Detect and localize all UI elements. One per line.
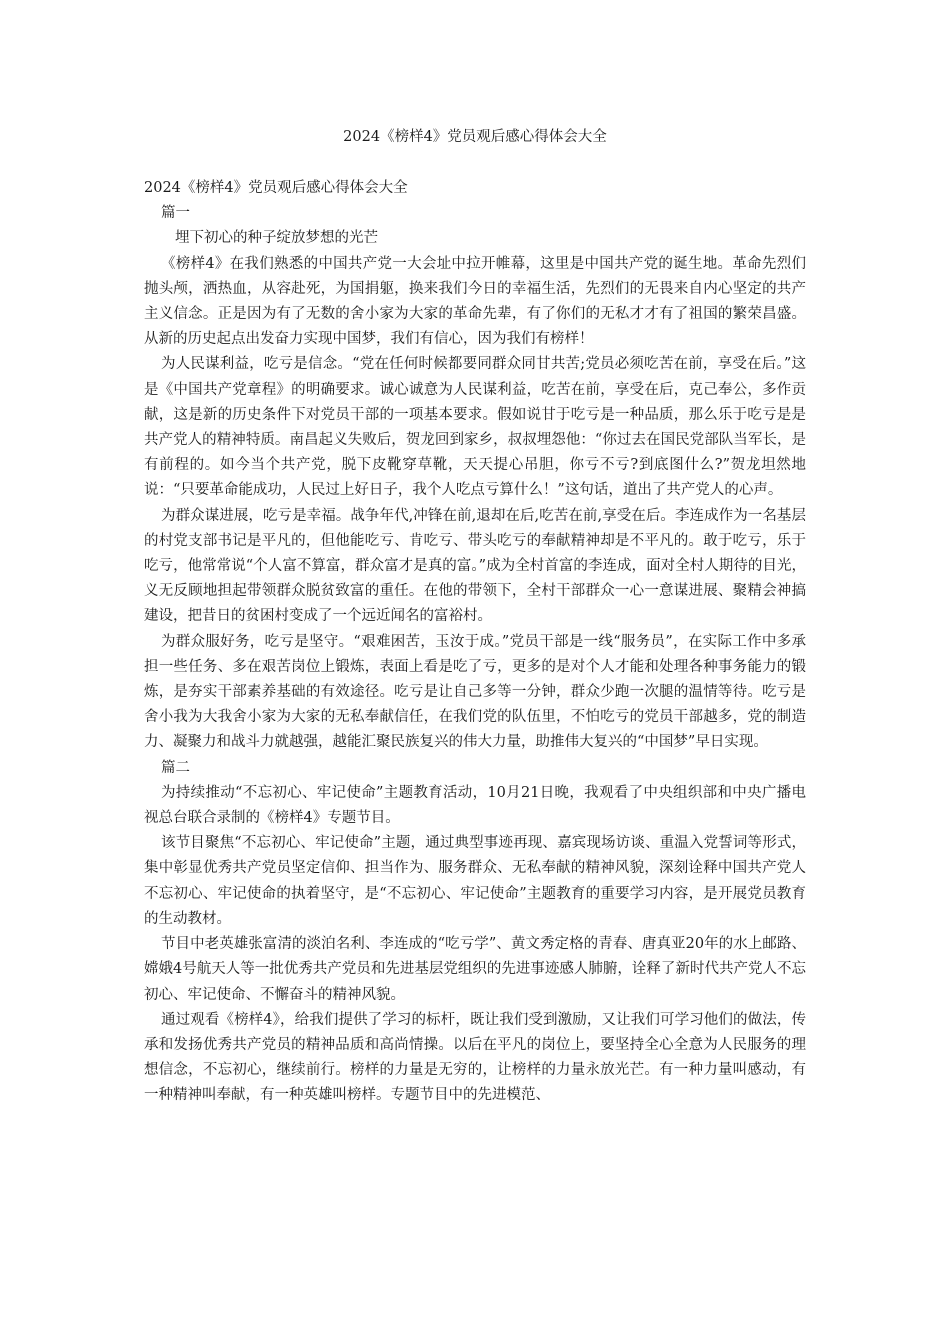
paragraph: 为人民谋利益，吃亏是信念。“党在任何时候都要同群众同甘共苦;党员必须吃苦在前，享受在后。”这是《中国共产党章程》的明确要求。诚心诚意为人民谋利益，吃苦在前，享受在后，克己奉公，多作贡献，这是新的历史条件下对党员干部的一项基本要求。假如说甘于吃亏是一种品质，那么乐于吃亏是是共产党人的精神特质。南昌起义失败后，贺龙回到家乡，叔叔埋怨他：“你过去在国民党部队当军长，是有前程的。如今当个共产党，脱下皮靴穿草靴，天天提心吊胆，你亏不亏?到底图什么?”贺龙坦然地说：“只要革命能成功，人民过上好日子，我个人吃点亏算什么！”这句话，道出了共产党人的心声。 <box>144 356 806 499</box>
paragraph: 通过观看《榜样4》，给我们提供了学习的标杆，既让我们受到激励，又让我们可学习他们的做法，传承和发扬优秀共产党员的精神品质和高尚情操。以后在平凡的岗位上，要坚持全心全意为人民服务的理想信念，不忘初心，继续前行。榜样的力量是无穷的，让榜样的力量永放光芒。有一种力量叫感动，有一种精神叫奉献，有一种英雄叫榜样。专题节目中的先进模范、 <box>144 1011 806 1104</box>
section-1-label: 篇一 <box>161 205 190 222</box>
section-1-heading: 埋下初心的种子绽放梦想的光芒 <box>175 230 378 247</box>
paragraph: 为群众谋进展，吃亏是幸福。战争年代,冲锋在前,退却在后,吃苦在前,享受在后。李连成作为一名基层的村党支部书记是平凡的，但他能吃亏、肯吃亏、带头吃亏的奉献精神却是不平凡的。敢于吃亏，乐于吃亏，他常常说“个人富不算富，群众富才是真的富。”成为全村首富的李连成，面对全村人期待的目光，义无反顾地担起带领群众脱贫致富的重任。在他的带领下，全村干部群众一心一意谋进展、聚精会神搞建设，把昔日的贫困村变成了一个远近闻名的富裕村。 <box>144 507 806 625</box>
section-2-label: 篇二 <box>161 759 190 776</box>
document-title: 2024《榜样4》党员观后感心得体会大全 <box>343 129 607 145</box>
paragraph: 《榜样4》在我们熟悉的中国共产党一大会址中拉开帷幕，这里是中国共产党的诞生地。革命先烈们抛头颅，洒热血，从容赴死，为国捐躯，换来我们今日的幸福生活，先烈们的无畏来自内心坚定的共产主义信念。正是因为有了无数的舍小家为大家的革命先辈，有了你们的无私才才有了祖国的繁荣昌盛。从新的历史起点出发奋力实现中国梦，我们有信心，因为我们有榜样！ <box>144 255 806 348</box>
paragraph: 节目中老英雄张富清的淡泊名利、李连成的“吃亏学”、黄文秀定格的青春、唐真亚20年的水上邮路、嫦娥4号航天人等一批优秀共产党员和先进基层党组织的先进事迹感人肺腑，诠释了新时代共产党人不忘初心、牢记使命、不懈奋斗的精神风貌。 <box>144 936 806 1003</box>
document-subtitle: 2024《榜样4》党员观后感心得体会大全 <box>144 180 408 196</box>
document-body <box>144 176 806 1109</box>
paragraph: 为群众服好务，吃亏是坚守。“艰难困苦，玉汝于成。”党员干部是一线“服务员”，在实际工作中多承担一些任务、多在艰苦岗位上锻炼，表面上看是吃了亏，更多的是对个人才能和处理各种事务能力的锻炼，是夯实干部素养基础的有效途径。吃亏是让自己多等一分钟，群众少跑一次腿的温情等待。吃亏是舍小我为大我舍小家为大家的无私奉献信任，在我们党的队伍里，不怕吃亏的党员干部越多，党的制造力、凝聚力和战斗力就越强，越能汇聚民族复兴的伟大力量，助推伟大复兴的“中国梦”早日实现。 <box>144 633 806 751</box>
paragraph: 为持续推动“不忘初心、牢记使命”主题教育活动，10月21日晚，我观看了中央组织部和中央广播电视总台联合录制的《榜样4》专题节目。 <box>144 784 806 827</box>
paragraph: 该节目聚焦“不忘初心、牢记使命”主题，通过典型事迹再现、嘉宾现场访谈、重温入党誓词等形式，集中彰显优秀共产党员坚定信仰、担当作为、服务群众、无私奉献的精神风貌，深刻诠释中国共产党人不忘初心、牢记使命的执着坚守，是“不忘初心、牢记使命”主题教育的重要学习内容，是开展党员教育的生动教材。 <box>144 835 806 927</box>
